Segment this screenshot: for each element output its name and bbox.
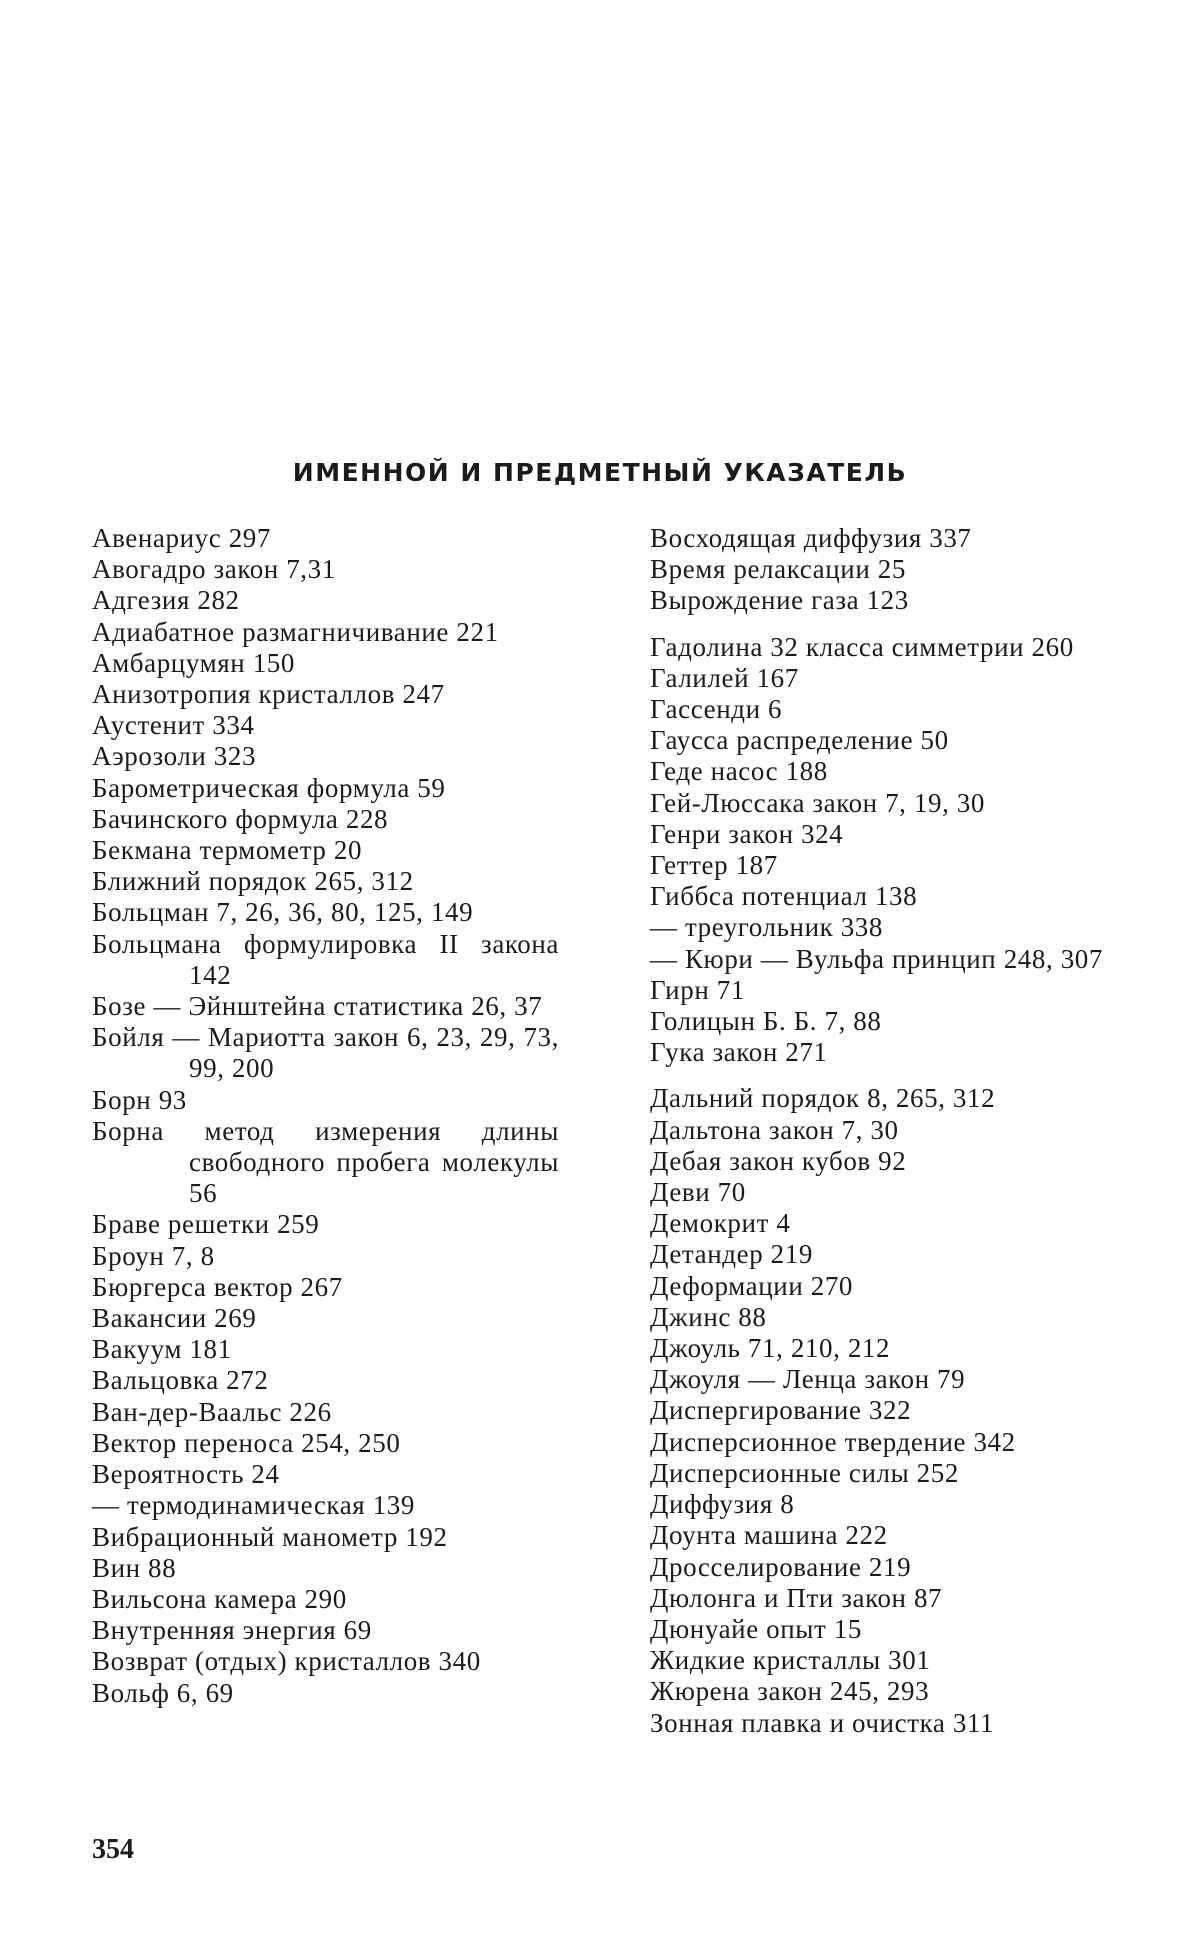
index-entry: Гиббса потенциал 138 — [650, 881, 918, 912]
index-entry: Аустенит 334 — [92, 710, 255, 741]
index-entry: Гука закон 271 — [650, 1037, 828, 1068]
index-entry: Вольф 6, 69 — [92, 1677, 234, 1708]
index-entry: Джоуль 71, 210, 212 — [650, 1333, 891, 1364]
index-entry: Голицын Б. Б. 7, 88 — [650, 1006, 882, 1037]
index-entry: Диффузия 8 — [650, 1489, 795, 1520]
index-entry: Авенариус 297 — [92, 523, 271, 553]
index-entry: Галилей 167 — [650, 662, 799, 693]
index-entry: Диспергирование 322 — [650, 1395, 912, 1426]
index-entry: Гадолина 32 класса симметрии 260 — [650, 631, 1074, 662]
index-entry: Адиабатное размагничивание 221 — [92, 616, 499, 647]
index-entry: Жюрена закон 245, 293 — [650, 1676, 930, 1707]
index-entry: Внутренняя энергия 69 — [92, 1615, 372, 1646]
index-entry: Бойля — Мариотта закон 6, 23, 29, 73, 99, 200 — [92, 1022, 559, 1084]
index-entry: Дюлонга и Пти закон 87 — [650, 1582, 943, 1613]
index-entry: Дросселирование 219 — [650, 1551, 912, 1582]
index-entry: Вакансии 269 — [92, 1303, 257, 1334]
index-entry: Бозе — Эйнштейна статистика 26, 37 — [92, 991, 543, 1022]
index-entry: Жидкие кристаллы 301 — [650, 1645, 931, 1676]
index-entry: Вектор переноса 254, 250 — [92, 1427, 401, 1458]
index-entry: — Кюри — Вульфа принцип 248, 307 — [650, 943, 1104, 974]
index-entry: Броун 7, 8 — [92, 1240, 215, 1271]
index-entry: Гей-Люссака закон 7, 19, 30 — [650, 787, 985, 818]
index-entry: Ван-дер-Ваальс 226 — [92, 1396, 332, 1427]
index-entry: Генри закон 324 — [650, 818, 844, 849]
index-entry: Амбарцумян 150 — [92, 647, 296, 678]
index-entry: Адгезия 282 — [92, 585, 240, 616]
index-entry: — термодинамическая 139 — [92, 1490, 415, 1521]
index-entry: Вырождение газа 123 — [650, 585, 909, 616]
page-number: 354 — [92, 1834, 134, 1865]
index-entry: Вакуум 181 — [92, 1334, 232, 1365]
index-entry: Вин 88 — [92, 1552, 177, 1583]
index-entry: Дюнуайе опыт 15 — [650, 1613, 862, 1644]
index-entry: Борна метод измерения длины свободного пробега молекулы 56 — [92, 1115, 559, 1209]
index-entry: Возврат (отдых) кристаллов 340 — [92, 1646, 481, 1677]
index-heading: ИМЕННОЙ И ПРЕДМЕТНЫЙ УКАЗАТЕЛЬ — [292, 458, 908, 487]
index-entry: Борн 93 — [92, 1084, 187, 1115]
index-entry: Геттер 187 — [650, 850, 778, 881]
index-entry: Демокрит 4 — [650, 1208, 791, 1239]
index-entry: Анизотропия кристаллов 247 — [92, 679, 445, 710]
index-entry: Аэрозоли 323 — [92, 741, 257, 772]
index-entry: Джоуля — Ленца закон 79 — [650, 1364, 966, 1395]
index-entry: Авогадро закон 7,31 — [92, 554, 336, 585]
index-entry: Больцмана формулировка II закона 142 — [92, 928, 559, 990]
index-entry: Геде насос 188 — [650, 756, 828, 787]
index-entry: Дебая закон кубов 92 — [650, 1145, 907, 1176]
index-entry: Гаусса распределение 50 — [650, 725, 949, 756]
index-entry: Браве решетки 259 — [92, 1209, 320, 1240]
index-column-right — [650, 523, 1114, 1739]
index-entry: Бачинского формула 228 — [92, 803, 389, 834]
index-entry: Вибрационный манометр 192 — [92, 1521, 448, 1552]
index-entry: Гассенди 6 — [650, 694, 783, 725]
index-entry: Дисперсионные силы 252 — [650, 1457, 959, 1488]
index-entry: Вероятность 24 — [92, 1459, 280, 1490]
index-entry: Вильсона камера 290 — [92, 1583, 347, 1614]
index-entry: Зонная плавка и очистка 311 — [650, 1707, 995, 1738]
index-entry: Гирн 71 — [650, 974, 745, 1005]
index-entry: Дальтона закон 7, 30 — [650, 1114, 899, 1145]
index-column-left — [92, 523, 559, 1709]
index-entry: Дисперсионное твердение 342 — [650, 1426, 1016, 1457]
index-entry: Детандер 219 — [650, 1239, 813, 1270]
index-entry: Джинс 88 — [650, 1301, 767, 1332]
index-entry: Бюргерса вектор 267 — [92, 1271, 343, 1302]
index-entry: — треугольник 338 — [650, 912, 883, 943]
index-entry: Деви 70 — [650, 1177, 746, 1208]
index-entry: Вальцовка 272 — [92, 1365, 269, 1396]
index-entry: Бекмана термометр 20 — [92, 835, 363, 866]
index-entry: Восходящая диффузия 337 — [650, 523, 972, 553]
index-entry: Ближний порядок 265, 312 — [92, 866, 414, 897]
index-entry: Дальний порядок 8, 265, 312 — [650, 1083, 996, 1114]
index-entry: Барометрическая формула 59 — [92, 772, 446, 803]
index-entry: Время релаксации 25 — [650, 554, 906, 585]
index-entry: Больцман 7, 26, 36, 80, 125, 149 — [92, 897, 474, 928]
index-entry: Доунта машина 222 — [650, 1520, 888, 1551]
index-entry: Деформации 270 — [650, 1270, 854, 1301]
